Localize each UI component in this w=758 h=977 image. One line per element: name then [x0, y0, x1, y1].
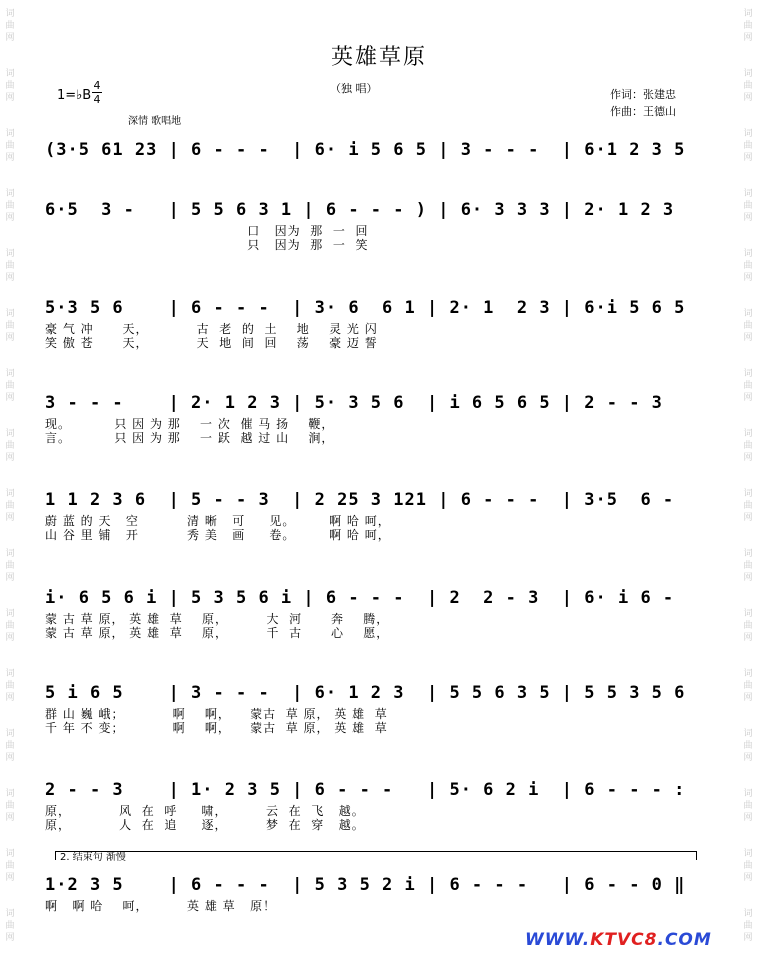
watermark-stamp: 词曲网 — [743, 429, 753, 463]
lyric-verse-1: 现。 只 因 为 那 一 次 催 马 扬 鞭， — [45, 417, 335, 431]
notation-row: 1·2 3 5 | 6 - - - | 5 3 5 2 i | 6 - - - | 6 - - 0 ‖ — [45, 875, 686, 895]
notation-row: 5 i 6 5 | 3 - - - | 6· 1 2 3 | 5 5 6 3 5 | 5 5 3 5 6 — [45, 683, 686, 703]
watermark-stamp: 词曲网 — [743, 69, 753, 103]
logo-brand: KTVC8 — [590, 930, 658, 950]
watermark-stamp: 词曲网 — [5, 669, 15, 703]
lyric-verse-2: 言。 只 因 为 那 一 跃 越 过 山 涧， — [45, 431, 335, 445]
ending-label: 2. 结束句 渐慢 — [60, 852, 126, 863]
lyric-verse-1: 原， 风 在 呼 啸， 云 在 飞 越。 — [45, 804, 365, 818]
song-title: 英雄草原 — [330, 45, 427, 70]
watermark-stamp: 词曲网 — [5, 309, 15, 343]
watermark-stamp: 词曲网 — [5, 489, 15, 523]
time-signature-top: 4 — [93, 79, 101, 92]
lyric-verse-2: 只 因为 那 一 笑 — [45, 238, 369, 252]
watermark-stamp: 词曲网 — [5, 549, 15, 583]
watermark-stamp: 词曲网 — [743, 189, 753, 223]
lyric-verse-2: 蒙 古 草 原， 英 雄 草 原， 千 古 心 愿， — [45, 626, 390, 640]
watermark-stamp: 词曲网 — [5, 789, 15, 823]
watermark-stamp: 词曲网 — [5, 849, 15, 883]
watermark-stamp: 词曲网 — [743, 369, 753, 403]
lyric-verse-1: 蔚 蓝 的 天 空 清 晰 可 见。 啊 哈 呵， — [45, 514, 391, 528]
lyric-verse-2: 山 谷 里 铺 开 秀 美 画 卷。 啊 哈 呵， — [45, 528, 391, 542]
watermark-stamp: 词曲网 — [743, 249, 753, 283]
watermark-stamp: 词曲网 — [5, 909, 15, 943]
watermark-stamp: 词曲网 — [5, 609, 15, 643]
watermark-stamp: 词曲网 — [5, 189, 15, 223]
watermark-stamp: 词曲网 — [743, 909, 753, 943]
lyric-verse-1: 豪 气 冲 天， 古 老 的 土 地 灵 光 闪 — [45, 322, 378, 336]
notation-row: 2 - - 3 | 1· 2 3 5 | 6 - - - | 5· 6 2 i | 6 - - - : — [45, 780, 686, 800]
time-signature-bottom: 4 — [93, 93, 101, 106]
watermark-stamp: 词曲网 — [743, 729, 753, 763]
watermark-stamp: 词曲网 — [5, 369, 15, 403]
watermark-stamp: 词曲网 — [743, 9, 753, 43]
logo-prefix: WWW. — [525, 930, 591, 950]
performance-type: （独 唱） — [330, 82, 378, 95]
watermark-stamp: 词曲网 — [5, 9, 15, 43]
lyric-verse-2: 千 年 不 变； 啊 啊， 蒙古 草 原， 英 雄 草 — [45, 721, 388, 735]
lyric-verse-1: 啊 啊 哈 呵， 英 雄 草 原！ — [45, 899, 277, 913]
watermark-stamp: 词曲网 — [743, 309, 753, 343]
composer-credit: 作曲：王德山 — [610, 105, 676, 118]
watermark-stamp: 词曲网 — [743, 849, 753, 883]
watermark-stamp: 词曲网 — [743, 549, 753, 583]
lyric-verse-1: 蒙 古 草 原， 英 雄 草 原， 大 河 奔 腾， — [45, 612, 390, 626]
lyric-verse-1: 口 因为 那 一 回 — [45, 224, 369, 238]
lyricist-credit: 作词：张建忠 — [610, 88, 676, 101]
notation-row: 5·3 5 6 | 6 - - - | 3· 6 6 1 | 2· 1 2 3 | 6·i 5 6 5 — [45, 298, 686, 318]
watermark-stamp: 词曲网 — [743, 609, 753, 643]
time-signature — [92, 80, 102, 105]
tempo-marking: 深情 歌唱地 — [128, 116, 182, 127]
watermark-column-left — [0, 0, 20, 977]
site-logo — [525, 930, 712, 950]
watermark-stamp: 词曲网 — [743, 789, 753, 823]
notation-row: (3·5 61 23 | 6 - - - | 6· i 5 6 5 | 3 - - - | 6·1 2 3 5 — [45, 140, 686, 160]
watermark-stamp: 词曲网 — [5, 69, 15, 103]
lyric-verse-2: 笑 傲 苍 天， 天 地 间 回 荡 豪 迈 誓 — [45, 336, 378, 350]
watermark-stamp: 词曲网 — [5, 429, 15, 463]
watermark-stamp: 词曲网 — [5, 129, 15, 163]
lyric-verse-1: 群 山 巍 峨； 啊 啊， 蒙古 草 原， 英 雄 草 — [45, 707, 388, 721]
watermark-column-right — [738, 0, 758, 977]
notation-row: 6·5 3 - | 5 5 6 3 1 | 6 - - - ) | 6· 3 3 3 | 2· 1 2 3 — [45, 200, 675, 220]
watermark-stamp: 词曲网 — [743, 489, 753, 523]
ending-bracket — [55, 851, 697, 860]
logo-suffix: .COM — [657, 930, 712, 950]
watermark-stamp: 词曲网 — [743, 669, 753, 703]
lyric-verse-2: 原， 人 在 追 逐， 梦 在 穿 越。 — [45, 818, 365, 832]
notation-row: 3 - - - | 2· 1 2 3 | 5· 3 5 6 | i 6 5 6 5 | 2 - - 3 — [45, 393, 663, 413]
watermark-stamp: 词曲网 — [5, 249, 15, 283]
notation-row: i· 6 5 6 i | 5 3 5 6 i | 6 - - - | 2 2 - 3 | 6· i 6 - — [45, 588, 675, 608]
watermark-stamp: 词曲网 — [743, 129, 753, 163]
watermark-stamp: 词曲网 — [5, 729, 15, 763]
key-signature: 1=♭B — [57, 88, 92, 103]
notation-row: 1 1 2 3 6 | 5 - - 3 | 2 25 3 121 | 6 - - - | 3·5 6 - — [45, 490, 675, 510]
